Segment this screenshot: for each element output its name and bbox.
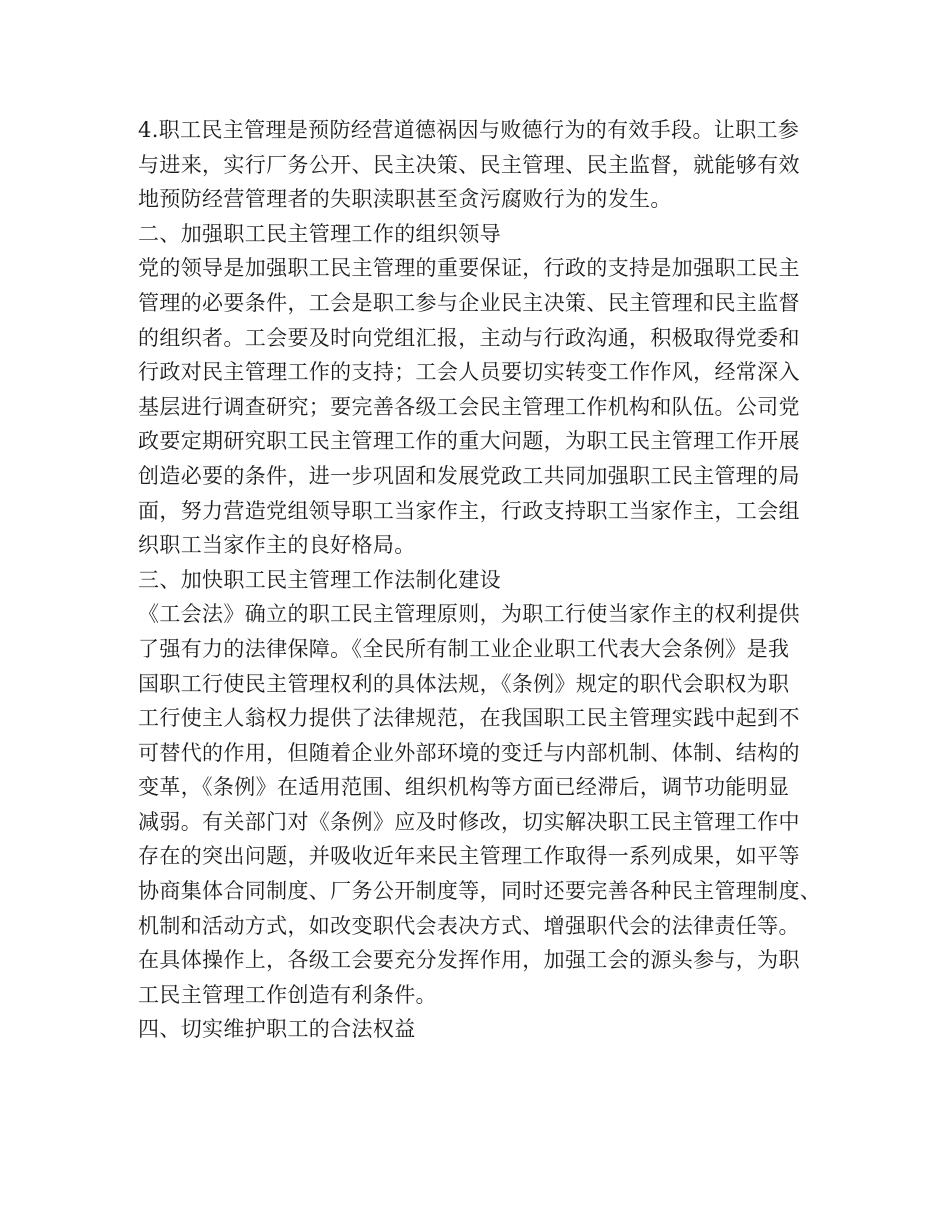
text-line-24: 机制和活动方式，如改变职代会表决方式、增强职代会的法律责任等。: [138, 913, 800, 938]
text-line-16: 了强有力的法律保障。《全民所有制工业企业职工代表大会条例》是我: [138, 636, 790, 661]
text-line-5: 党的领导是加强职工民主管理的重要保证，行政的支持是加强职工民主: [138, 256, 800, 281]
section-heading-4: 四、切实维护职工的合法权益: [138, 1017, 416, 1042]
text-line-15: 《工会法》确立的职工民主管理原则，为职工行使当家作主的权利提供: [138, 602, 800, 627]
text-line-11: 创造必要的条件，进一步巩固和发展党政工共同加强职工民主管理的局: [138, 463, 800, 488]
text-line-13: 织职工当家作主的良好格局。: [138, 533, 416, 558]
text-line-8: 行政对民主管理工作的支持；工会人员要切实转变工作作风，经常深入: [138, 360, 800, 385]
text-line-6: 管理的必要条件，工会是职工参与企业民主决策、民主管理和民主监督: [138, 290, 800, 315]
text-line-2: 与进来，实行厂务公开、民主决策、民主管理、民主监督，就能够有效: [138, 152, 800, 177]
text-line-18: 工行使主人翁权力提供了法律规范，在我国职工民主管理实践中起到不: [138, 706, 800, 731]
text-line-12: 面，努力营造党组领导职工当家作主，行政支持职工当家作主，工会组: [138, 498, 800, 523]
text-line-22: 存在的突出问题，并吸收近年来民主管理工作取得一系列成果，如平等: [138, 844, 800, 869]
text-line-1: 4.职工民主管理是预防经营道德祸因与败德行为的有效手段。让职工参: [138, 118, 800, 142]
text-line-3: 地预防经营管理者的失职渎职甚至贪污腐败行为的发生。: [138, 187, 672, 212]
text-line-20: 变革，《条例》在适用范围、组织机构等方面已经滞后，调节功能明显: [138, 775, 790, 800]
text-line-21: 减弱。有关部门对《条例》应及时修改，切实解决职工民主管理工作中: [138, 809, 800, 834]
text-line-7: 的组织者。工会要及时向党组汇报，主动与行政沟通，积极取得党委和: [138, 325, 800, 350]
text-line-9: 基层进行调查研究；要完善各级工会民主管理工作机构和队伍。公司党: [138, 394, 800, 419]
text-line-10: 政要定期研究职工民主管理工作的重大问题，为职工民主管理工作开展: [138, 429, 800, 454]
document-body: [138, 113, 828, 1047]
text-line-26: 工民主管理工作创造有利条件。: [138, 982, 437, 1007]
text-line-25: 在具体操作上，各级工会要充分发挥作用，加强工会的源头参与，为职: [138, 948, 800, 973]
section-heading-2: 二、加强职工民主管理工作的组织领导: [138, 221, 501, 246]
section-heading-3: 三、加快职工民主管理工作法制化建设: [138, 567, 501, 592]
text-line-17: 国职工行使民主管理权利的具体法规，《条例》规定的职代会职权为职: [138, 671, 790, 696]
text-line-19: 可替代的作用，但随着企业外部环境的变迁与内部机制、体制、结构的: [138, 740, 800, 765]
text-line-23: 协商集体合同制度、厂务公开制度等，同时还要完善各种民主管理制度、: [138, 879, 822, 904]
